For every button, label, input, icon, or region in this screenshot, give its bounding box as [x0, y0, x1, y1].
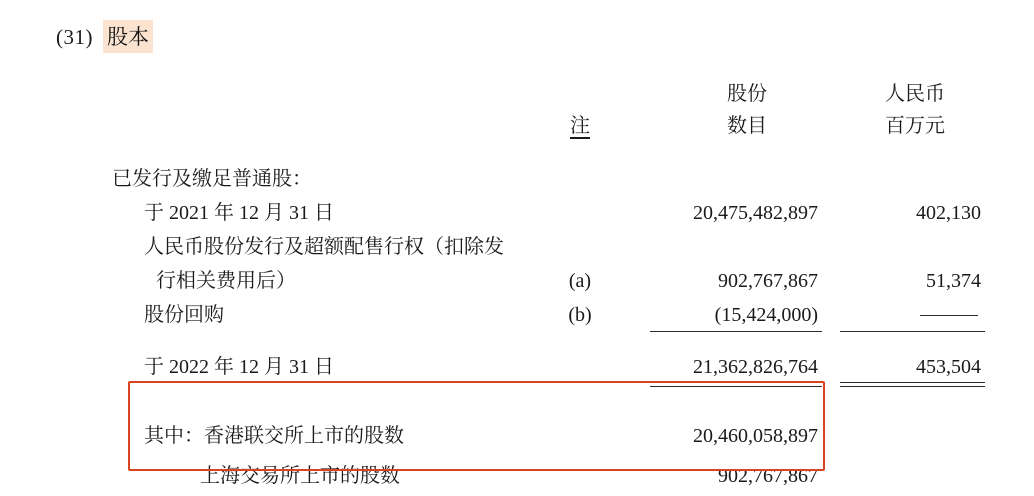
row-shares-value: 20,460,058,897 — [693, 425, 818, 447]
column-header-rmb-line1: 人民币 — [885, 83, 945, 105]
section-number: (31) — [56, 25, 93, 49]
table-row — [0, 196, 1034, 230]
row-label: 于 2021 年 12 月 31 日 — [144, 202, 334, 224]
column-header-shares-line1: 股份 — [727, 83, 767, 105]
row-note-ref: (b) — [568, 304, 592, 326]
row-label: 人民币股份发行及超额配售行权（扣除发 — [144, 236, 504, 258]
row-label: 行相关费用后） — [156, 270, 296, 292]
table-row — [0, 350, 1034, 384]
rmb-nil-dash — [920, 315, 978, 316]
table-row — [0, 264, 1034, 298]
row-shares-value: (15,424,000) — [714, 304, 818, 326]
row-note-ref: (a) — [568, 270, 592, 292]
total-rule-rmb-top — [840, 382, 985, 383]
row-shares-value: 21,362,826,764 — [693, 356, 818, 378]
table-column-headers — [0, 78, 1034, 148]
section-heading — [56, 20, 153, 53]
table-row — [0, 298, 1034, 332]
row-label: 已发行及缴足普通股： — [112, 168, 312, 190]
table-row — [0, 162, 1034, 196]
row-label: 于 2022 年 12 月 31 日 — [144, 356, 334, 378]
annotation-highlight-box — [128, 381, 825, 471]
row-shares-value: 902,767,867 — [718, 270, 818, 292]
column-header-rmb-line2: 百万元 — [885, 115, 945, 137]
table-row — [0, 230, 1034, 264]
row-label: 其中：香港联交所上市的股数 — [144, 425, 404, 447]
column-header-note: 注 — [570, 115, 590, 137]
row-shares-value: 20,475,482,897 — [693, 202, 818, 224]
column-header-shares-line2: 数目 — [727, 115, 767, 137]
row-rmb-value: 51,374 — [926, 270, 981, 292]
row-label: 股份回购 — [144, 304, 224, 326]
row-spacer — [0, 332, 1034, 350]
row-label: 上海交易所上市的股数 — [200, 465, 400, 487]
row-shares-value: 902,767,867 — [718, 465, 818, 487]
section-title: 股本 — [103, 20, 153, 53]
row-rmb-value: 453,504 — [916, 356, 981, 378]
row-rmb-value: 402,130 — [916, 202, 981, 224]
